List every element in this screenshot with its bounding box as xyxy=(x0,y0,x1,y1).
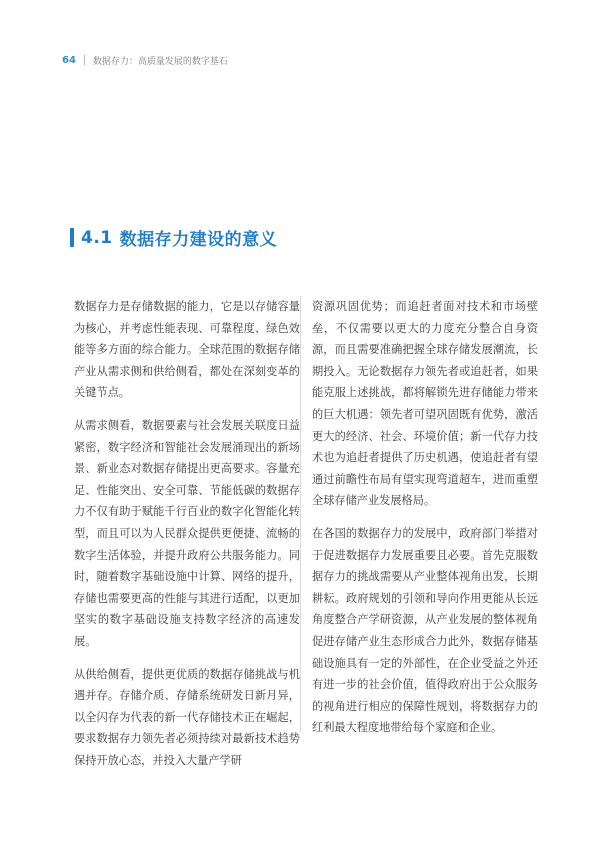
running-title: 数据存力：高质量发展的数字基石 xyxy=(92,56,228,67)
paragraph: 资源巩固优势；而追赶者面对技术和市场壁垒，不仅需要以更大的力度充分整合自身资源，而且需要准确把握全球存储发展潮流，长期投入。无论数据存力领先者或追赶者，如果能克服上述挑战，都将解锁先进存储能力带来的巨大机遇：领先者可望巩固既有优势，激活更大的经济、社会、环境价值；新一代存力技术也为追赶者提供了历史机遇，使追赶者有望通过前瞻性布局有望实现弯道超车，进而重塑全球存储产业发展格局。 xyxy=(312,300,538,508)
left-column xyxy=(74,296,300,782)
paragraph: 从供给侧看，提供更优质的数据存储挑战与机遇并存。存储介质、存储系统研发日新月异，以全闪存为代表的新一代存储技术正在崛起，要求数据存力领先者必须持续对最新技术趋势保持开放心态，并投入大量产学研 xyxy=(74,667,300,767)
heading-accent-bar xyxy=(70,228,74,247)
right-column xyxy=(312,296,538,750)
header-divider xyxy=(84,55,85,65)
page-number: 64 xyxy=(62,54,76,66)
running-header xyxy=(62,52,228,68)
section-heading xyxy=(70,225,277,250)
column-divider xyxy=(300,296,301,732)
section-number: 4.1 xyxy=(81,227,113,248)
section-title: 数据存力建设的意义 xyxy=(119,230,278,250)
paragraph: 在各国的数据存力的发展中，政府部门举措对于促进数据存力发展重要且必要。首先克服数据存力的挑战需要从产业整体视角出发，长期耕耘。政府规划的引领和导向作用更能从长远角度整合产学研资源，从产业发展的整体视角促进存储产业生态形成合力此外，数据存储基础设施具有一定的外部性，在企业受益之外还有进一步的社会价值，值得政府出于公众服务的视角进行相应的保障性规划，将数据存力的红利最大程度地带给每个家庭和企业。 xyxy=(312,526,538,735)
paragraph: 数据存力是存储数据的能力，它是以存储容量为核心，并考虑性能表现、可靠程度、绿色效能等多方面的综合能力。全球范围的数据存储产业从需求侧和供给侧看，都处在深刻变革的关键节点。 xyxy=(74,300,300,400)
paragraph: 从需求侧看，数据要素与社会发展关联度日益紧密，数字经济和智能社会发展涌现出的新场景、新业态对数据存储提出更高要求。容量充足、性能突出、安全可靠、节能低碳的数据存力不仅有助于赋能千行百业的数字化智能化转型，而且可以为人民群众提供更便捷、流畅的数字生活体验，并提升政府公共服务能力。同时，随着数字基础设施中计算、网络的提升，存储也需要更高的性能与其进行适配，以更加坚实的数字基础设施支持数字经济的高速发展。 xyxy=(74,418,300,648)
